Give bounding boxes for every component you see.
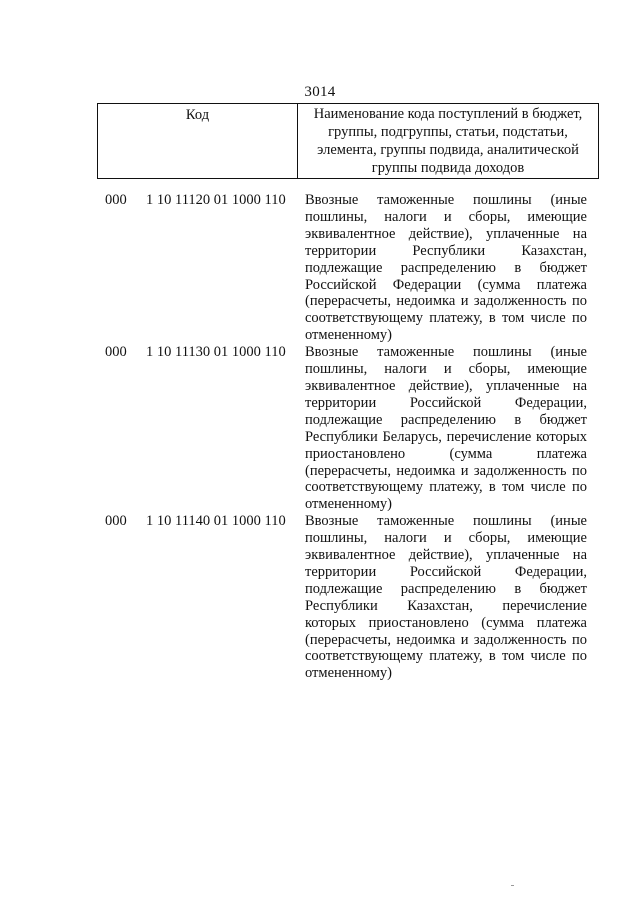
revenue-code: 1 10 11120 01 1000 110 bbox=[146, 192, 286, 208]
header-code-column: Код bbox=[98, 104, 298, 178]
revenue-code: 1 10 11130 01 1000 110 bbox=[146, 344, 286, 361]
table-body bbox=[0, 192, 640, 682]
page-number: 3014 bbox=[304, 84, 336, 100]
revenue-description: Ввозные таможенные пошлины (иные пошлины, налоги и сборы, имеющие эквивалентное действие), уплаченные на территории Российской Федерации, подлежащие распределению в бюджет Республики Казахстан, перечисление которых приостановлено (сумма платежа (перерасчеты, недоимка и задолженность по соответствующему платежу, в том числе по отмененному) bbox=[305, 513, 587, 682]
admin-code: 000 bbox=[105, 513, 127, 530]
revenue-description: Ввозные таможенные пошлины (иные пошлины, налоги и сборы, имеющие эквивалентное действие), уплаченные на территории Республики Казахстан, подлежащие распределению в бюджет Российской Федерации (сумма платежа (перерасчеты, недоимка и задолженность по соответствующему платежу, в том числе по отмененному) bbox=[305, 192, 587, 344]
table-row bbox=[0, 344, 640, 513]
table-row bbox=[0, 513, 640, 682]
scan-artifact bbox=[511, 885, 514, 886]
table-row bbox=[0, 192, 640, 344]
table-header bbox=[97, 103, 599, 179]
admin-code: 000 bbox=[105, 192, 127, 208]
header-name-column: Наименование кода поступлений в бюджет, группы, подгруппы, статьи, подстатьи, элемента, группы подвида, аналитической группы подвида доходов bbox=[313, 106, 583, 176]
revenue-code: 1 10 11140 01 1000 110 bbox=[146, 513, 286, 530]
admin-code: 000 bbox=[105, 344, 127, 361]
revenue-description: Ввозные таможенные пошлины (иные пошлины, налоги и сборы, имеющие эквивалентное действие), уплаченные на территории Российской Федерации, подлежащие распределению в бюджет Республики Беларусь, перечисление которых приостановлено (сумма платежа (перерасчеты, недоимка и задолженность по соответствующему платежу, в том числе по отмененному) bbox=[305, 344, 587, 513]
